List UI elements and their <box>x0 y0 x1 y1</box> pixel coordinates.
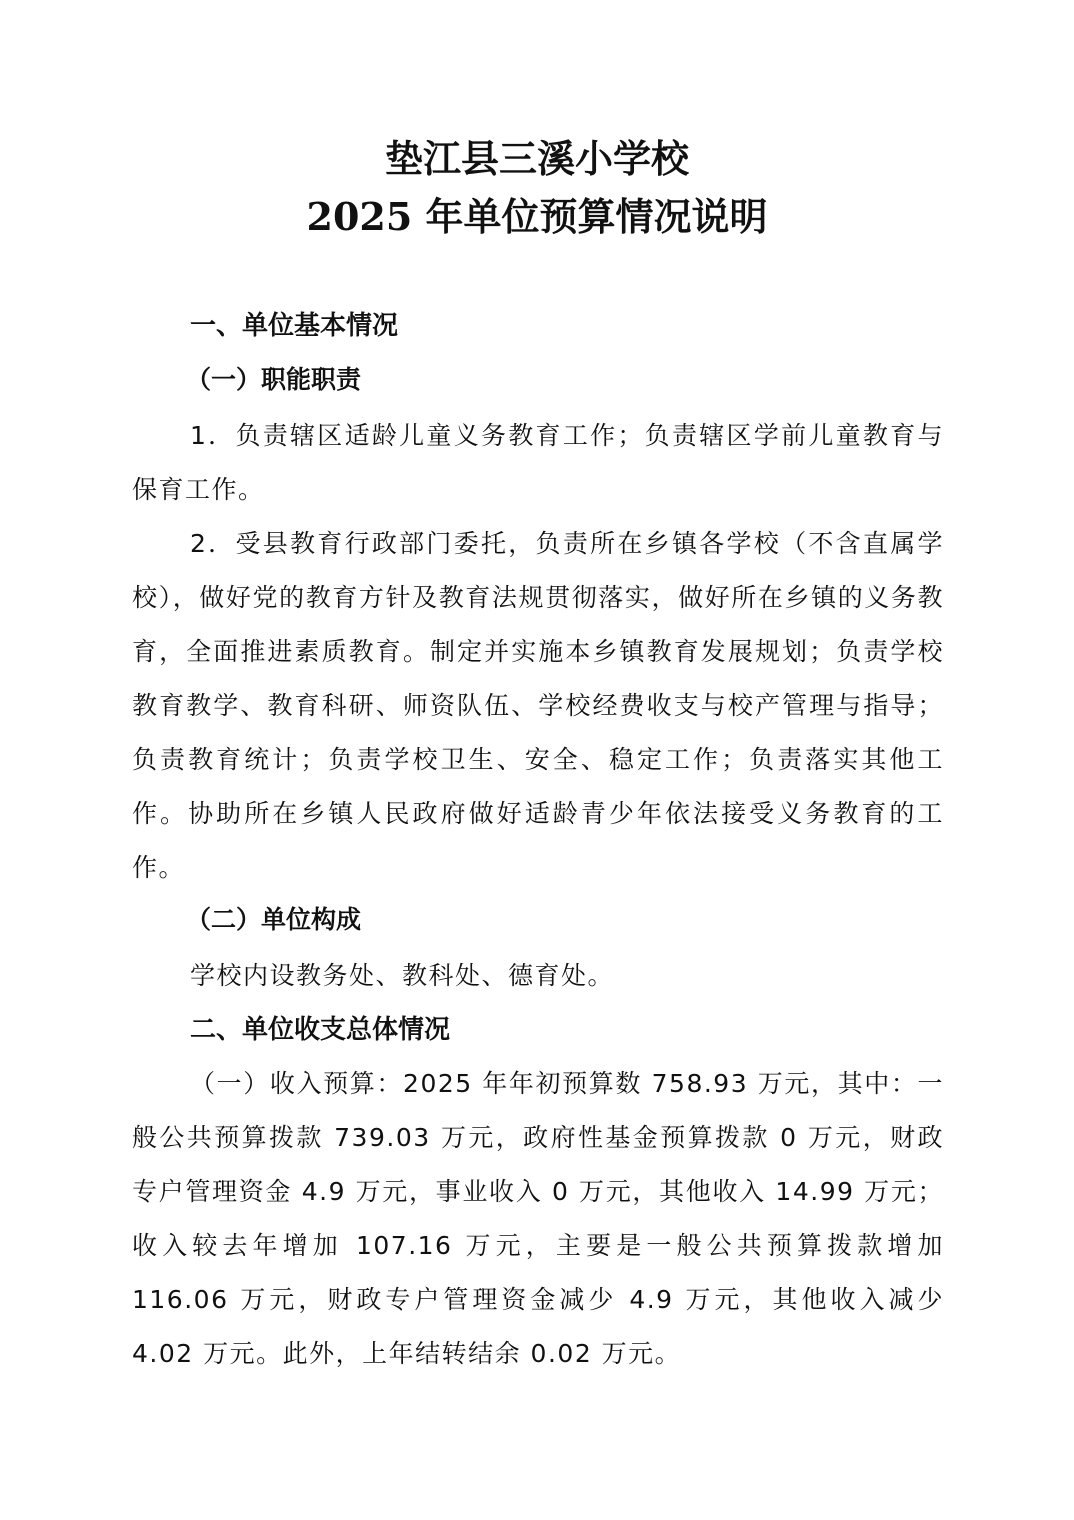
document-title-line2: 2025 年单位预算情况说明 <box>306 194 768 239</box>
duty-paragraph-2: 2．受县教育行政部门委托，负责所在乡镇各学校（不含直属学校），做好党的教育方针及教育法规贯彻落实，做好所在乡镇的义务教育，全面推进素质教育。制定并实施本乡镇教育发展规划；负责学校教育教学、教育科研、师资队伍、学校经费收支与校产管理与指导；负责教育统计；负责学校卫生、安全、稳定工作；负责落实其他工作。协助所在乡镇人民政府做好适龄青少年依法接受义务教育的工作。 <box>132 529 944 882</box>
section1-heading: 一、单位基本情况 <box>190 311 399 341</box>
document-title-line1: 垫江县三溪小学校 <box>384 136 689 181</box>
composition-paragraph: 学校内设教务处、教科处、德育处。 <box>190 961 615 990</box>
section1-sub2-heading: （二）单位构成 <box>186 905 362 934</box>
section2-heading: 二、单位收支总体情况 <box>190 1015 451 1045</box>
section1-sub1-heading: （一）职能职责 <box>186 365 362 394</box>
income-budget-paragraph: （一）收入预算：2025 年年初预算数 758.93 万元，其中：一般公共预算拨款 739.03 万元，政府性基金预算拨款 0 万元，财政专户管理资金 4.9 万元，事业收入 0 万元，其他收入 14.99 万元；收入较去年增加 107.16 万元，主要是一般公共预算拨款增加 116.06 万元，财政专户管理资金减少 4.9 万元，其他收入减少 4.02 万元。此外，上年结转结余 0.02 万元。 <box>132 1069 944 1368</box>
duty-paragraph-1: 1．负责辖区适龄儿童义务教育工作；负责辖区学前儿童教育与保育工作。 <box>132 421 944 504</box>
